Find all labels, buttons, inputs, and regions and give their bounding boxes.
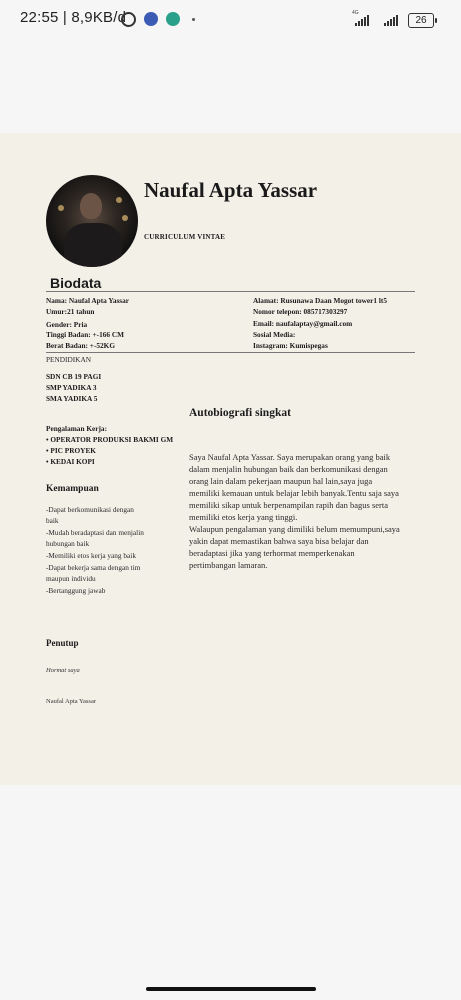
list-item: maupun individu <box>46 574 96 583</box>
paragraph-line: memiliki etos kerja yang tinggi. <box>189 512 298 522</box>
paragraph-line: dalam menjalin hubungan baik dan berkomunikasi dengan <box>189 464 388 474</box>
bio-social: Sosial Media: <box>253 330 296 339</box>
paragraph-line: pertimbangan lamaran. <box>189 560 268 570</box>
network-type-label: 4G <box>352 10 359 16</box>
list-item: hubungan baik <box>46 539 90 548</box>
paragraph-line: orang lain dalam pekerjaan maupun hal lain,saya juga <box>189 476 373 486</box>
paragraph-line: beradaptasi jika yang terhormat memperkenakan <box>189 548 355 558</box>
gesture-home-bar[interactable] <box>146 987 316 991</box>
list-item: baik <box>46 516 59 525</box>
penutup-heading: Penutup <box>46 638 79 648</box>
status-time: 22:55 | 8,9KB/d <box>20 9 127 26</box>
list-item: -Mudah beradaptasi dan menjalin <box>46 528 144 537</box>
list-item: SMP YADIKA 3 <box>46 383 97 392</box>
biodata-heading: Biodata <box>50 275 102 291</box>
bio-weight: Berat Badan: +-52KG <box>46 341 116 350</box>
status-bar <box>0 0 461 40</box>
paragraph-line: memiliki kemauan untuk belajar lebih banyak.Tentu saja saya <box>189 488 399 498</box>
cv-subtitle: CURRICULUM VINTAE <box>144 233 226 241</box>
battery-icon: 26 <box>408 13 434 28</box>
app-notification-icon <box>144 12 158 26</box>
pendidikan-heading: PENDIDIKAN <box>46 355 91 364</box>
list-item: -Dapat berkomunikasi dengan <box>46 505 134 514</box>
list-item: • OPERATOR PRODUKSI BAKMI GM <box>46 435 174 444</box>
bio-address: Alamat: Rusunawa Daan Mogot tower1 lt5 <box>253 296 387 305</box>
more-notifications-dot-icon <box>192 18 195 21</box>
bio-phone: Nomor telepon: 085717303297 <box>253 307 348 316</box>
signal-icon-sim2 <box>384 14 398 26</box>
paragraph-line: Saya Naufal Apta Yassar. Saya merupakan orang yang baik <box>189 452 391 462</box>
list-item: • KEDAI KOPI <box>46 457 95 466</box>
bio-age: Umur:21 tahun <box>46 307 95 316</box>
list-item: SDN CB 19 PAGI <box>46 372 102 381</box>
list-item: SMA YADIKA 5 <box>46 394 98 403</box>
pengalaman-heading: Pengalaman Kerja: <box>46 424 107 433</box>
signal-icon-sim1 <box>355 14 369 26</box>
signature-name: Naufal Apta Yassar <box>46 698 97 705</box>
paragraph-line: Walaupun pengalaman yang dimiliki belum memumpuni,saya <box>189 524 400 534</box>
bio-height: Tinggi Badan: +-166 CM <box>46 330 125 339</box>
list-item: -Bertanggung jawab <box>46 586 106 595</box>
list-item: • PIC PROYEK <box>46 446 96 455</box>
paragraph-line: memiliki sikap untuk berpenampilan rapih dan bagus serta <box>189 500 388 510</box>
app-notification-icon-2 <box>166 12 180 26</box>
bio-email: Email: naufalaptay@gmail.com <box>253 319 353 328</box>
divider <box>46 291 415 292</box>
closing-greeting: Hormat saya <box>46 667 80 674</box>
list-item: -Dapat bekerja sama dengan tim <box>46 563 141 572</box>
bio-gender: Gender: Pria <box>46 320 88 329</box>
paragraph-line: yakin dapat memastikan bahwa saya bisa belajar dan <box>189 536 369 546</box>
autobiografi-heading: Autobiografi singkat <box>189 407 291 419</box>
bio-instagram: Instagram: Kumispegas <box>253 341 328 350</box>
alarm-icon <box>121 12 136 27</box>
divider <box>46 352 415 353</box>
profile-photo <box>46 175 138 267</box>
list-item: -Memiliki etos kerja yang baik <box>46 551 136 560</box>
bio-name: Nama: Naufal Apta Yassar <box>46 296 130 305</box>
cv-name: Naufal Apta Yassar <box>144 178 318 202</box>
kemampuan-heading: Kemampuan <box>46 484 99 494</box>
